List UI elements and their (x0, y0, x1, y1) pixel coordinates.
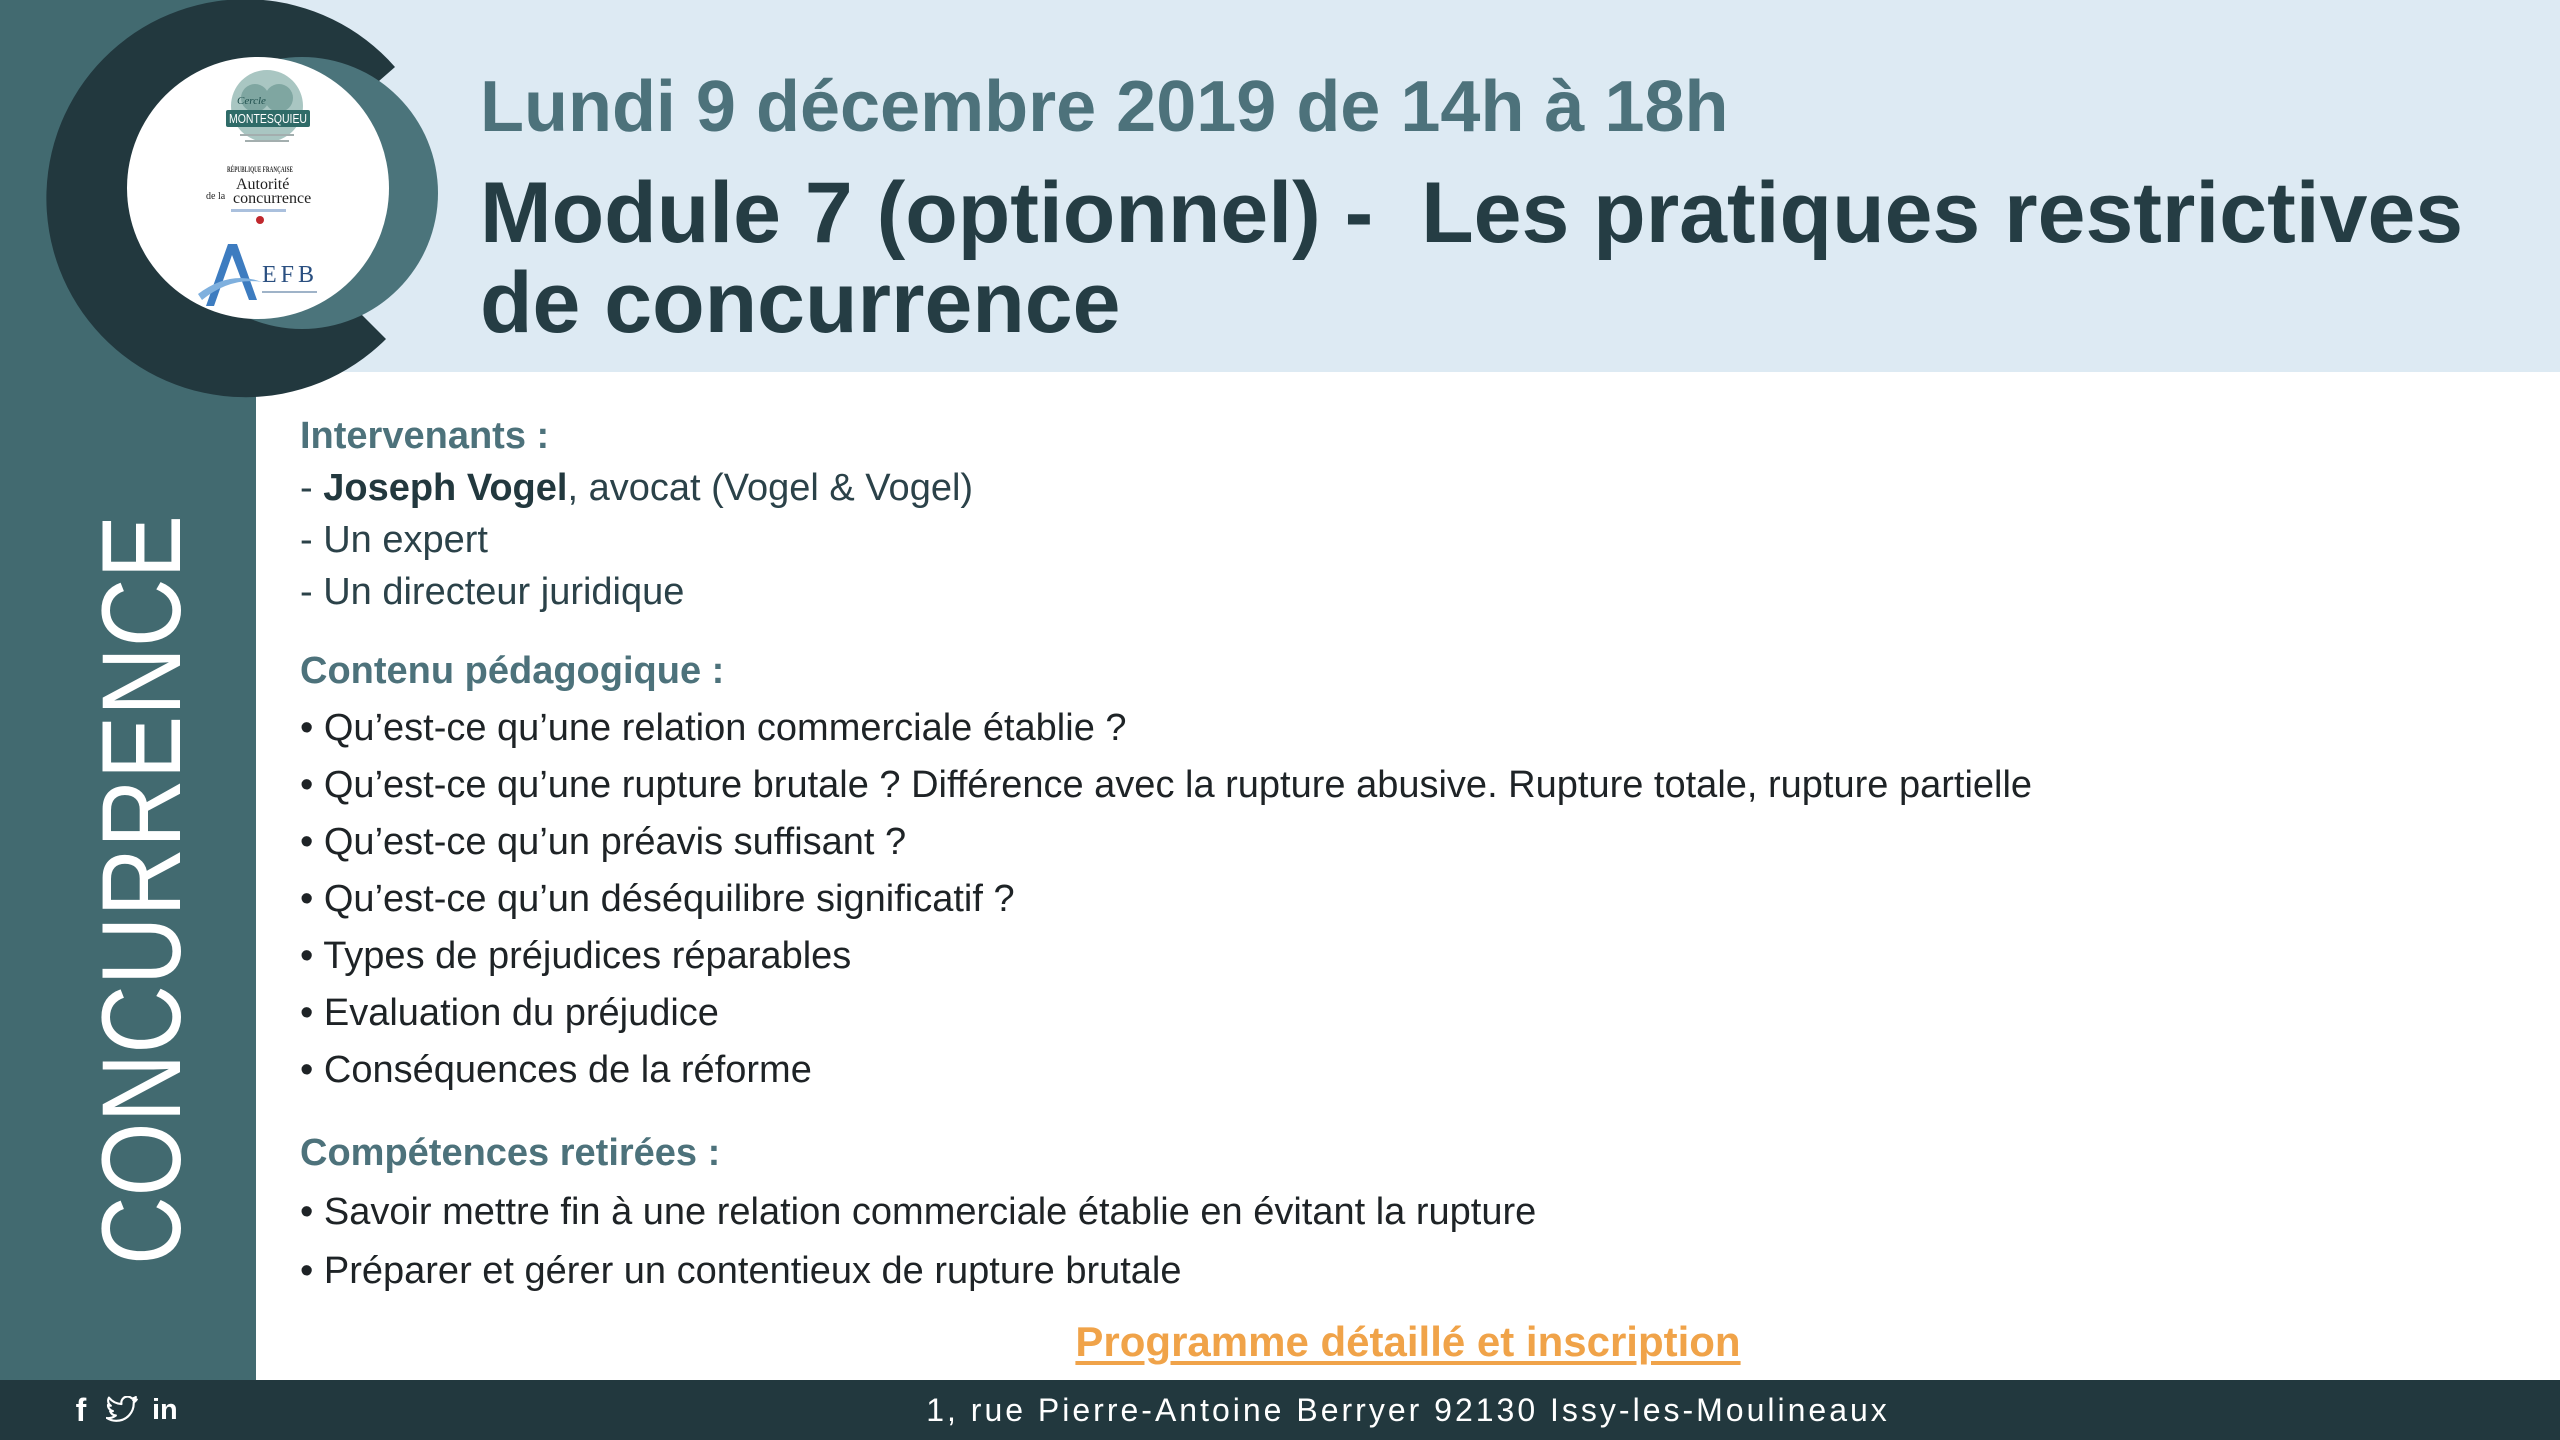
autorite-line1-text: Autorité (236, 176, 290, 193)
skill-item-text: Savoir mettre fin à une relation commerciale établie en évitant la rupture (323, 1191, 1537, 1233)
program-heading: Contenu pédagogique : (300, 650, 725, 692)
program-item-text: Types de préjudices réparables (323, 935, 852, 977)
program-item (300, 928, 2032, 985)
montesquieu-top-text: Cercle (237, 95, 266, 107)
bullet-marker: • (300, 935, 324, 977)
program-item-text: Qu’est-ce qu’une rupture brutale ? Différence avec la rupture abusive. Rupture totale, rupture partielle (323, 764, 2033, 806)
twitter-bird-glyph (106, 1396, 138, 1424)
program-item (300, 814, 2032, 871)
program-item (300, 1042, 2032, 1099)
twitter-icon[interactable] (106, 1396, 138, 1424)
program-item-text: Conséquences de la réforme (323, 1049, 812, 1091)
speaker-item (300, 514, 973, 566)
program-item-text: Qu’est-ce qu’une relation commerciale établie ? (323, 707, 1127, 749)
speaker-role: Un expert (323, 519, 488, 561)
program-item-text: Qu’est-ce qu’un préavis suffisant ? (323, 821, 907, 863)
social-links (70, 1380, 178, 1440)
speakers-heading: Intervenants : (300, 415, 550, 457)
skill-item (300, 1183, 1536, 1242)
bullet-marker: • (300, 1191, 324, 1233)
skill-item-text: Préparer et gérer un contentieux de rupture brutale (323, 1250, 1182, 1292)
program-item (300, 700, 2032, 757)
bullet-marker: • (300, 764, 324, 806)
footer-address: 1, rue Pierre-Antoine Berryer 92130 Issy-les-Moulineaux (926, 1392, 1890, 1428)
bullet-marker: • (300, 878, 324, 920)
linkedin-icon[interactable]: in (152, 1393, 178, 1426)
bullet-marker: • (300, 707, 324, 749)
skills-section (300, 1124, 1536, 1301)
program-item (300, 985, 2032, 1042)
bullet-marker: • (300, 1049, 324, 1091)
event-date: Lundi 9 décembre 2019 de 14h à 18h (480, 67, 1729, 147)
speaker-item (300, 462, 973, 514)
footer-bar (0, 1380, 2560, 1440)
speaker-item (300, 566, 973, 618)
cta-row (256, 1317, 2560, 1377)
bullet-marker: • (300, 1250, 324, 1292)
program-registration-link[interactable]: Programme détaillé et inscription (1075, 1318, 1741, 1365)
autorite-red-dot (256, 216, 264, 224)
montesquieu-face-right (265, 84, 293, 112)
autorite-republique-text: RÉPUBLIQUE FRANÇAISE (227, 164, 294, 174)
montesquieu-caption-line (245, 140, 289, 142)
dash-marker: - (300, 467, 324, 509)
speakers-section (300, 410, 973, 618)
program-item (300, 757, 2032, 814)
montesquieu-banner-text: MONTESQUIEU (229, 112, 307, 126)
dash-marker: - (300, 519, 324, 561)
module-title: Module 7 (optionnel) - Les pratiques restrictives de concurrence (480, 165, 2488, 351)
speaker-role: , avocat (Vogel & Vogel) (567, 467, 974, 509)
autorite-line2-text: concurrence (233, 190, 312, 207)
speaker-name: Joseph Vogel (323, 467, 568, 509)
skills-heading: Compétences retirées : (300, 1132, 721, 1174)
program-item (300, 871, 2032, 928)
program-item-text: Qu’est-ce qu’un déséquilibre significatif ? (323, 878, 1015, 920)
program-item-text: Evaluation du préjudice (323, 992, 719, 1034)
program-section (300, 643, 2032, 1099)
dash-marker: - (300, 571, 324, 613)
facebook-icon[interactable]: f (75, 1391, 87, 1428)
autorite-prefix-text: de la (206, 191, 226, 202)
speaker-role: Un directeur juridique (323, 571, 685, 613)
sidebar-vertical-label: CONCURRENCE (79, 381, 204, 1265)
efb-text: EFB (262, 262, 319, 288)
skill-item (300, 1242, 1536, 1301)
logo-badge (0, 0, 520, 420)
montesquieu-caption-line (240, 134, 294, 136)
bullet-marker: • (300, 992, 324, 1034)
bullet-marker: • (300, 821, 324, 863)
autorite-underline (231, 209, 286, 212)
efb-caption-line (262, 291, 317, 293)
